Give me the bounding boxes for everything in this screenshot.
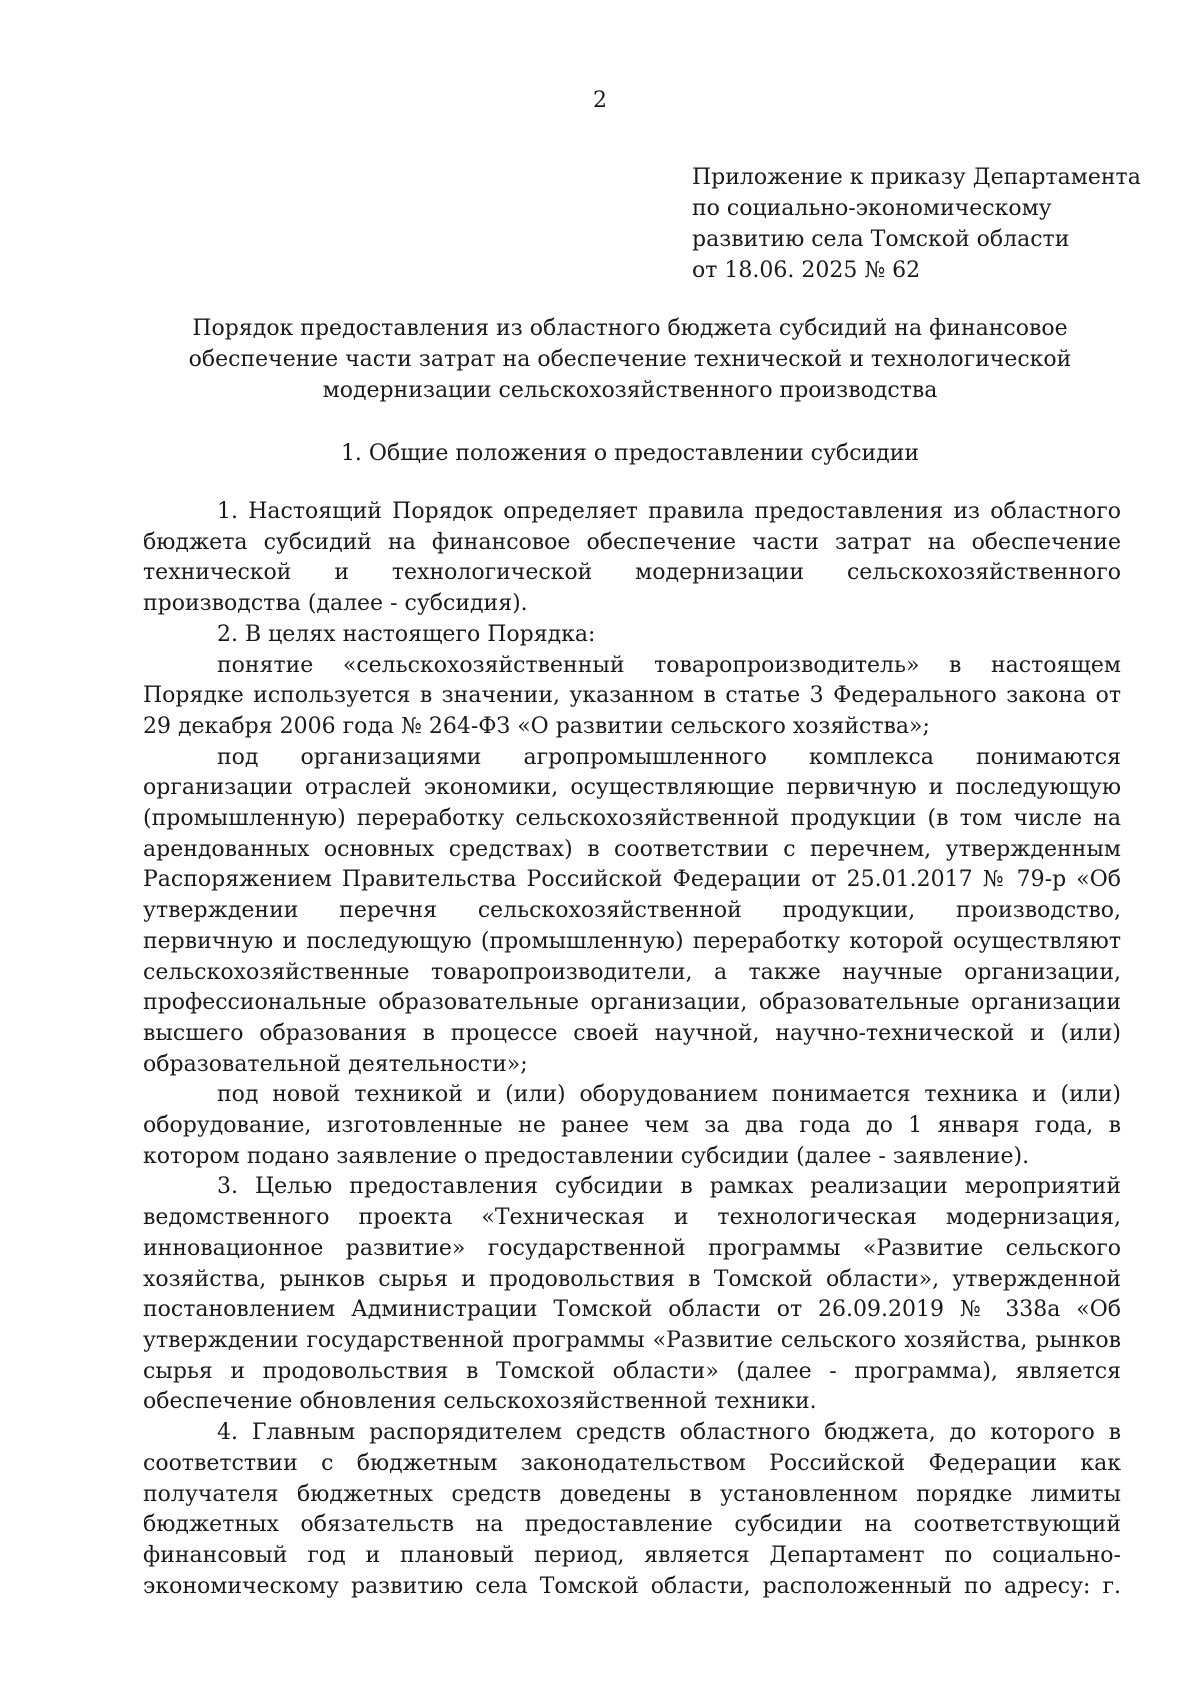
document-title <box>130 313 1130 406</box>
paragraph: 4. Главным распорядителем средств областного бюджета, до которого в соответствии с бюджетным законодательством Российской Федерации как получателя бюджетных средств доведены в установленном порядке лимиты бюджетных обязательств на предоставление субсидии на соответствующий финансовый год и плановый период, является Департамент по социально-экономическому развитию села Томской области, расположенный по адресу: г. <box>143 1420 1121 1599</box>
approval-date: от 18.06. 2025 № 62 <box>692 258 921 283</box>
body-text <box>143 497 1121 1602</box>
approval-line: по социально-экономическому <box>692 196 1052 221</box>
paragraph: понятие «сельскохозяйственный товаропроизводитель» в настоящем Порядке используется в значении, указанном в статье 3 Федерального закона от 29 декабря 2006 года № 264-ФЗ «О развитии сельского хозяйства»; <box>143 652 1121 739</box>
paragraph: 2. В целях настоящего Порядка: <box>217 621 596 647</box>
approval-line: Приложение к приказу Департамента <box>692 165 1141 190</box>
approval-block <box>692 162 1172 286</box>
title-line: Порядок предоставления из областного бюджета субсидий на финансовое <box>192 316 1068 341</box>
paragraph: под новой техникой и (или) оборудованием понимается техника и (или) оборудование, изготовленные не ранее чем за два года до 1 января года, в котором подано заявление о предоставлении субсидии (далее - заявление). <box>143 1082 1121 1169</box>
title-line: модернизации сельскохозяйственного производства <box>322 378 938 403</box>
approval-line: развитию села Томской области <box>692 227 1070 252</box>
paragraph: под организациями агропромышленного комплекса понимаются организации отраслей экономики, осуществляющие первичную и последующую (промышленную) переработку сельскохозяйственной продукции (в том числе на арендованных основных средствах) в соответствии с перечнем, утвержденным Распоряжением Правительства Российской Федерации от 25.01.2017 № 79-р «Об утверждении перечня сельскохозяйственной продукции, производство, первичную и последующую (промышленную) переработку которой осуществляют сельскохозяйственные товаропроизводители, а также научные организации, профессиональные образовательные организации, образовательные организации высшего образования в процессе своей научной, научно-технической и (или) образовательной деятельности»; <box>143 744 1121 1077</box>
paragraph: 3. Целью предоставления субсидии в рамках реализации мероприятий ведомственного проекта «Техническая и технологическая модернизация, инновационное развитие» государственной программы «Развитие сельского хозяйства, рынков сырья и продовольствия в Томской области», утвержденной постановлением Администрации Томской области от 26.09.2019 № 338а «Об утверждении государственной программы «Развитие сельского хозяйства, рынков сырья и продовольствия в Томской области» (далее - программа), является обеспечение обновления сельскохозяйственной техники. <box>143 1174 1121 1415</box>
title-line: обеспечение части затрат на обеспечение технической и технологической <box>188 347 1072 372</box>
section-heading: 1. Общие положения о предоставлении субсидии <box>340 441 920 466</box>
paragraph: 1. Настоящий Порядок определяет правила предоставления из областного бюджета субсидий на финансовое обеспечение части затрат на обеспечение технической и технологической модернизации сельскохозяйственного производства (далее - субсидия). <box>143 499 1121 617</box>
page-number: 2 <box>593 88 607 113</box>
